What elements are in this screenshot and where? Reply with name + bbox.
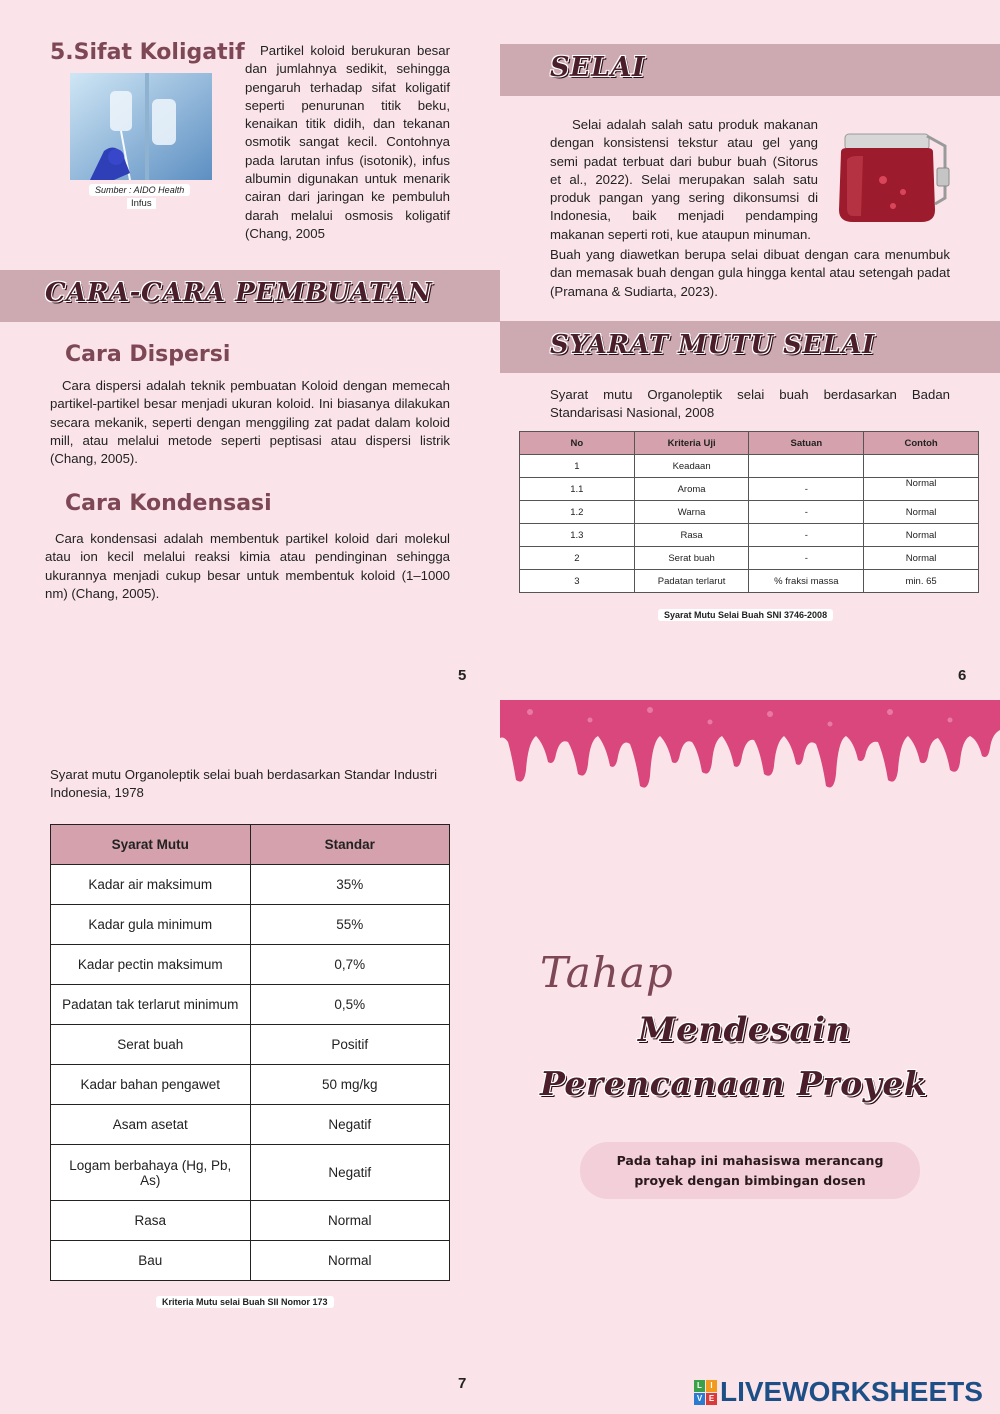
jam-drip-decoration xyxy=(500,700,1000,796)
table-cell: Padatan terlarut xyxy=(634,570,749,593)
page-number-7: 7 xyxy=(458,1375,467,1392)
page-number-5: 5 xyxy=(458,667,467,684)
table-cell: 1.1 xyxy=(520,478,635,501)
table-cell: Negatif xyxy=(250,1105,449,1145)
table-row xyxy=(51,1201,450,1241)
table-header-row xyxy=(520,432,979,455)
table-row xyxy=(520,570,979,593)
logo-letter: L xyxy=(694,1380,705,1392)
table-row xyxy=(51,1145,450,1201)
table-cell: % fraksi massa xyxy=(749,570,864,593)
table-cell: min. 65 xyxy=(864,570,979,593)
cara-pembuatan-heading: CARA-CARA PEMBUATAN xyxy=(45,278,433,308)
sii-table-caption: Kriteria Mutu selai Buah SII Nomor 173 xyxy=(156,1296,334,1308)
cara-kondensasi-text: Cara kondensasi adalah membentuk partikel koloid dari molekul atau ion kecil melalui reaksi kimia atau pendinginan sehingga ukurannya menjadi cukup besar untuk membentuk koloid (1–1000 nm) (Chang, 2005). xyxy=(45,531,450,601)
table-cell: 1 xyxy=(520,455,635,478)
cara-dispersi-title: Cara Dispersi xyxy=(65,342,231,367)
table-cell: Negatif xyxy=(250,1145,449,1201)
table-cell: Logam berbahaya (Hg, Pb, As) xyxy=(51,1145,251,1201)
table-row xyxy=(51,1105,450,1145)
table-cell: Normal xyxy=(864,501,979,524)
table-cell: Padatan tak terlarut minimum xyxy=(51,985,251,1025)
table-cell: Rasa xyxy=(51,1201,251,1241)
logo-letter: V xyxy=(694,1393,705,1405)
table-cell: Kadar bahan pengawet xyxy=(51,1065,251,1105)
selai-text-1: Selai adalah salah satu produk makanan dengan konsistensi tekstur atau gel yang semi padat terbuat dari bubur buah (Sitorus et al., 2022). Selai merupakan salah satu produk pangan yang sering dikonsumsi di Indonesia, baik menjadi pendamping makanan seperti roti, kue ataupun minuman. xyxy=(550,117,818,242)
page-number-6: 6 xyxy=(958,667,967,684)
table-cell: Kadar gula minimum xyxy=(51,905,251,945)
table-cell: 35% xyxy=(250,865,449,905)
table-cell: Normal xyxy=(864,478,979,501)
syarat-mutu-heading: SYARAT MUTU SELAI xyxy=(550,330,875,360)
table-cell: 2 xyxy=(520,547,635,570)
jam-jar-image xyxy=(823,120,953,225)
table-row xyxy=(520,524,979,547)
table-cell: 1.3 xyxy=(520,524,635,547)
table-row xyxy=(520,455,979,478)
header-no: No xyxy=(520,432,635,455)
logo-letter: I xyxy=(706,1380,717,1392)
sii-intro: Syarat mutu Organoleptik selai buah berdasarkan Standar Industri Indonesia, 1978 xyxy=(50,767,438,801)
table-row xyxy=(51,1241,450,1281)
table-row xyxy=(520,478,979,501)
table-cell: Rasa xyxy=(634,524,749,547)
mendesain-title: Mendesain xyxy=(638,1010,851,1050)
table-row xyxy=(520,501,979,524)
sni-quality-table xyxy=(519,431,979,593)
table-row xyxy=(51,865,450,905)
table-cell: Normal xyxy=(864,547,979,570)
tahap-script-title: Tahap xyxy=(540,948,674,997)
image-source-caption: Sumber : AIDO Health xyxy=(89,184,190,196)
table-cell xyxy=(864,455,979,478)
liveworksheets-logo-icon xyxy=(694,1380,717,1405)
table-header-row xyxy=(51,825,450,865)
perencanaan-proyek-title: Perencanaan Proyek xyxy=(540,1064,928,1103)
table-cell: Aroma xyxy=(634,478,749,501)
sifat-koligatif-title: 5.Sifat Koligatif xyxy=(50,40,245,65)
table-cell: 0,7% xyxy=(250,945,449,985)
image-label: Infus xyxy=(127,198,156,209)
table-cell: 0,5% xyxy=(250,985,449,1025)
table-cell: 1.2 xyxy=(520,501,635,524)
table-cell: Serat buah xyxy=(634,547,749,570)
selai-text-2: Buah yang diawetkan berupa selai dibuat dengan cara menumbuk dan memasak buah dengan gula hingga kental atau setengah padat (Pramana & Sudiarta, 2023). xyxy=(550,247,950,299)
table-cell: Normal xyxy=(864,524,979,547)
table-row xyxy=(51,1025,450,1065)
sifat-koligatif-text: Partikel koloid berukuran besar dan jumlahnya sedikit, sehingga pengaruh terhadap sifat koligatif seperti penurunan titik beku, kenaikan titik didih, dan tekanan osmotik sangat kecil. Contohnya pada larutan infus (isotonik), infus albumin digunakan untuk menarik cairan dari jaringan ke pembuluh darah melalui osmosis koligatif (Chang, 2005 xyxy=(245,43,450,241)
header-satuan: Satuan xyxy=(749,432,864,455)
sii-quality-table xyxy=(50,824,450,1281)
table-row xyxy=(51,1065,450,1105)
header-standar: Standar xyxy=(250,825,449,865)
table-cell: - xyxy=(749,547,864,570)
selai-heading: SELAI xyxy=(550,52,646,83)
table-cell: Kadar air maksimum xyxy=(51,865,251,905)
table-cell: Asam asetat xyxy=(51,1105,251,1145)
table-cell: Warna xyxy=(634,501,749,524)
table-cell xyxy=(749,455,864,478)
table-cell: 3 xyxy=(520,570,635,593)
infus-image xyxy=(70,73,212,180)
table-cell: Bau xyxy=(51,1241,251,1281)
table-row xyxy=(51,945,450,985)
header-contoh: Contoh xyxy=(864,432,979,455)
header-syarat-mutu: Syarat Mutu xyxy=(51,825,251,865)
sni-table-caption: Syarat Mutu Selai Buah SNI 3746-2008 xyxy=(658,609,833,621)
table-cell: - xyxy=(749,501,864,524)
logo-letter: E xyxy=(706,1393,717,1405)
table-cell: 50 mg/kg xyxy=(250,1065,449,1105)
cara-dispersi-text: Cara dispersi adalah teknik pembuatan Koloid dengan memecah partikel-partikel besar menjadi ukuran koloid. Ini biasanya dilakukan secara mekanik, seperti dengan menggiling zat padat dalam koloid mill, atau melalui metode seperti peptisasi atau dispersi listrik (Chang, 2005). xyxy=(50,378,450,467)
table-row xyxy=(51,905,450,945)
table-cell: Kadar pectin maksimum xyxy=(51,945,251,985)
syarat-mutu-intro: Syarat mutu Organoleptik selai buah berdasarkan Badan Standarisasi Nasional, 2008 xyxy=(550,387,950,421)
header-kriteria: Kriteria Uji xyxy=(634,432,749,455)
liveworksheets-logo[interactable] xyxy=(694,1376,983,1408)
table-row xyxy=(520,547,979,570)
table-cell: Serat buah xyxy=(51,1025,251,1065)
tahap-note: Pada tahap ini mahasiswa merancang proyek dengan bimbingan dosen xyxy=(580,1142,920,1199)
table-cell: Keadaan xyxy=(634,455,749,478)
cara-kondensasi-title: Cara Kondensasi xyxy=(65,491,272,516)
table-cell: - xyxy=(749,524,864,547)
table-cell: Normal xyxy=(250,1241,449,1281)
table-cell: - xyxy=(749,478,864,501)
table-cell: 55% xyxy=(250,905,449,945)
table-row xyxy=(51,985,450,1025)
table-cell: Positif xyxy=(250,1025,449,1065)
liveworksheets-wordmark: LIVEWORKSHEETS xyxy=(720,1376,983,1407)
table-cell: Normal xyxy=(250,1201,449,1241)
